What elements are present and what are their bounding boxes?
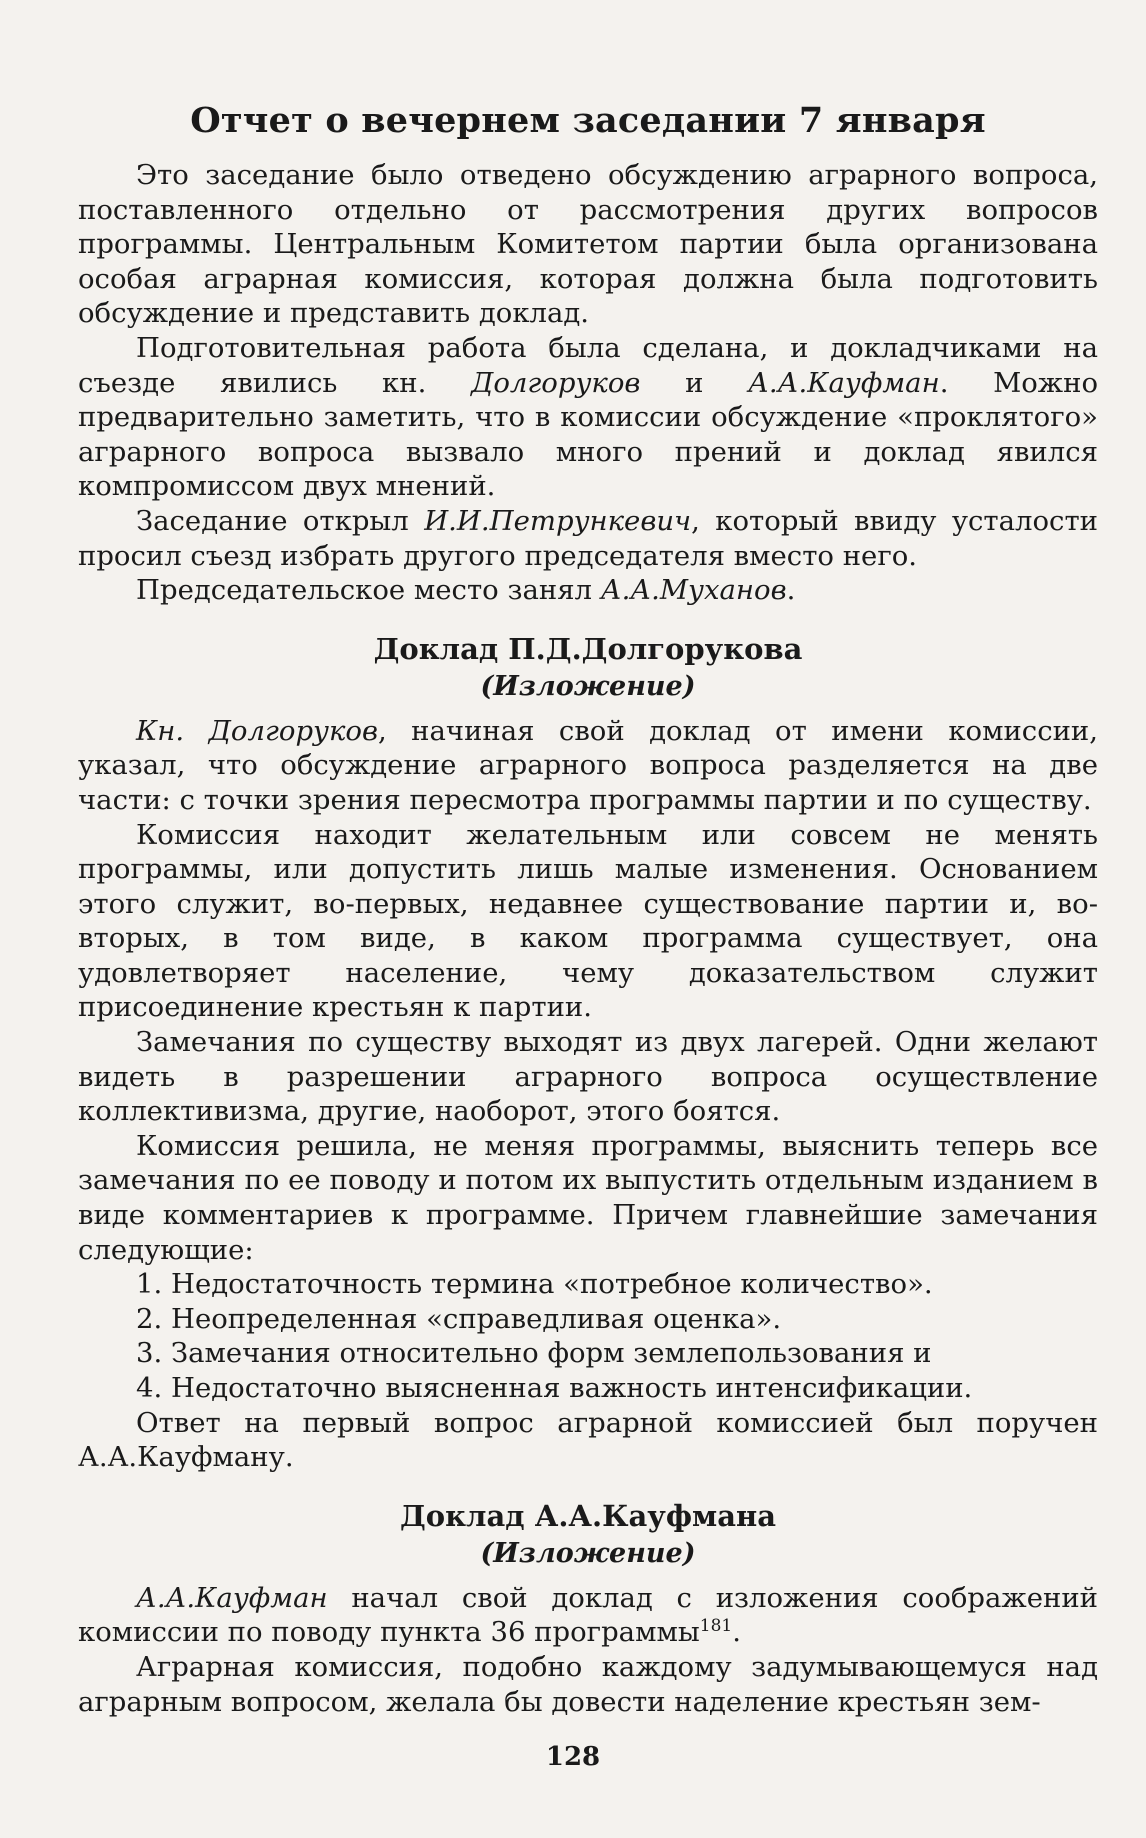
section-heading-kaufman: Доклад А.А.Кауфмана: [399, 1498, 777, 1533]
intro-paragraph-1: Это заседание было отведено обсуждению аграрного вопроса, поставленного отдельно от рассмотрения других вопросов программы. Центральным Комитетом партии была организована особая аграрная комиссия, которая должна была подготовить обсуждение и представить доклад.: [78, 159, 1098, 330]
intro-paragraph-4: Председательское место занял А.А.Муханов.: [136, 574, 796, 607]
footnote-marker: 181: [699, 1616, 733, 1637]
list-item: 3. Замечания относительно форм землепользования и: [136, 1337, 932, 1370]
dolgorukov-paragraph-5: Ответ на первый вопрос аграрной комиссией был поручен А.А.Кауфману.: [78, 1406, 1098, 1474]
section-subheading-dolgorukov: (Изложение): [480, 670, 696, 702]
section-subheading-kaufman: (Изложение): [480, 1537, 696, 1569]
kaufman-paragraph-1: А.А.Кауфман начал свой доклад с изложения соображений комиссии по поводу пункта 36 программы$^{181}$.: [78, 1581, 1098, 1649]
intro-paragraph-2: Подготовительная работа была сделана, и докладчиками на съезде явились кн. Долгоруков и А.А.Кауфман. Можно предварительно заметить, что в комиссии обсуждение «проклятого» аграрного вопроса вызвало много прений и доклад явился компромиссом двух мнений.: [78, 331, 1098, 503]
dolgorukov-paragraph-1: Кн. Долгоруков, начиная свой доклад от имени комиссии, указал, что обсуждение аграрного вопроса разделяется на две части: с точки зрения пересмотра программы партии и по существу.: [78, 714, 1098, 816]
dolgorukov-paragraph-3: Замечания по существу выходят из двух лагерей. Одни желают видеть в разрешении аграрного вопроса осуществление коллективизма, другие, наоборот, этого боятся.: [78, 1026, 1098, 1128]
list-item: 2. Неопределенная «справедливая оценка».: [136, 1302, 782, 1335]
section-heading-dolgorukov: Доклад П.Д.Долгорукова: [373, 631, 803, 666]
kaufman-paragraph-2: Аграрная комиссия, подобно каждому задумывающемуся над аграрным вопросом, желала бы довести наделение крестьян зем-: [78, 1650, 1098, 1718]
dolgorukov-paragraph-4: Комиссия решила, не меняя программы, выяснить теперь все замечания по ее поводу и потом их выпустить отдельным изданием в виде комментариев к программе. Причем главнейшие замечания следующие:: [78, 1129, 1098, 1266]
list-item: 1. Недостаточность термина «потребное количество».: [136, 1268, 933, 1301]
dolgorukov-paragraph-2: Комиссия находит желательным или совсем не менять программы, или допустить лишь малые изменения. Основанием этого служит, во-первых, недавнее существование партии и, во-вторых, в том виде, в каком программа существует, она удовлетворяет население, чему доказательством служит присоединение крестьян к партии.: [78, 818, 1098, 1024]
page-number: 128: [545, 1742, 601, 1772]
page-title: Отчет о вечернем заседании 7 января: [190, 100, 986, 141]
remarks-list: [78, 1267, 1098, 1405]
intro-paragraph-3: Заседание открыл И.И.Петрункевич, который ввиду усталости просил съезд избрать другого председателя вместо него.: [78, 504, 1098, 572]
list-item: 4. Недостаточно выясненная важность интенсификации.: [136, 1372, 973, 1404]
